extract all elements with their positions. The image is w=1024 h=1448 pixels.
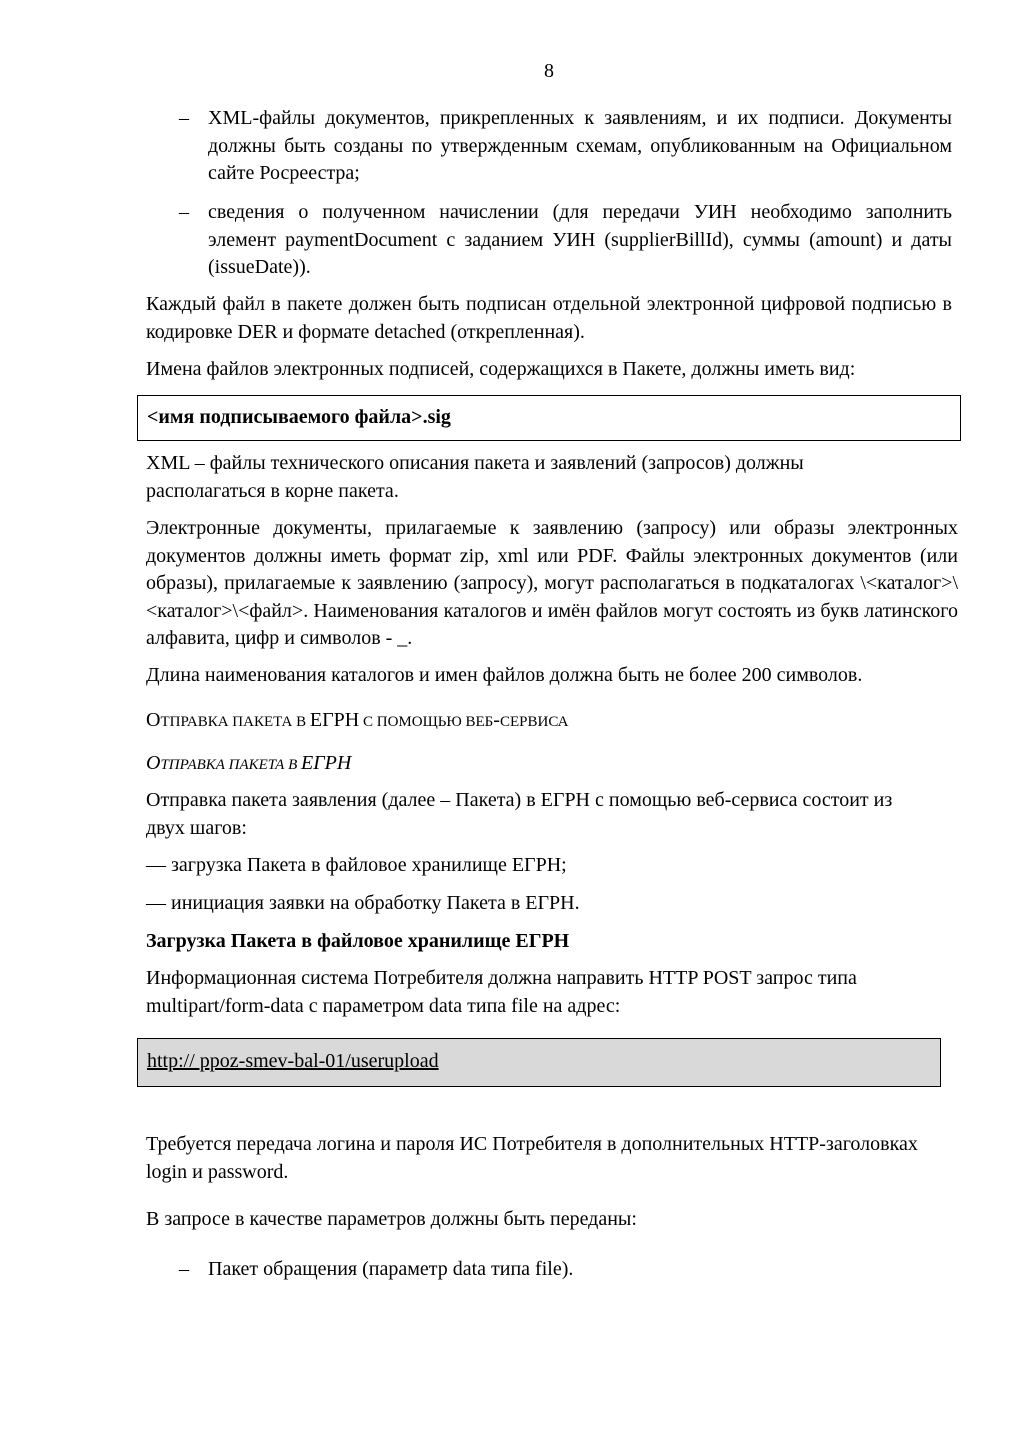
list-item: сведения о полученном начислении (для передачи УИН необходимо заполнить элемент paymentDocument с заданием УИН (supplierBillId), суммы (amount) и даты (issueDate)). (208, 201, 952, 278)
list-marker: – (179, 107, 189, 129)
url-box (137, 1038, 941, 1087)
heading-web-service-part: СЕРВИСА (499, 714, 569, 730)
heading-upload: Загрузка Пакета в файловое хранилище ЕГРН (146, 930, 570, 952)
heading-italic-part: ТПРАВКА ПАКЕТА В (160, 757, 302, 773)
paragraph-signature: Каждый файл в пакете должен быть подписан отдельной электронной цифровой подписью в кодировке DER и формате detached (открепленная). (146, 293, 952, 343)
paragraph-post: Информационная система Потребителя должна направить HTTP POST запрос типа multipart/form-data с параметром data типа file на адрес: (146, 967, 857, 1017)
heading-italic-part: ЕГРН (301, 752, 352, 774)
heading-web-service-part: ЕГРН (309, 709, 360, 731)
list-marker: – (179, 1258, 189, 1280)
paragraph-xml-root: XML – файлы технического описания пакета и заявлений (запросов) должны располагаться в корне пакета. (146, 452, 804, 502)
step-item-1: — загрузка Пакета в файловое хранилище ЕГРН; (146, 854, 567, 876)
heading-web-service-part: О (146, 709, 161, 731)
heading-web-service-part: С ПОМОЩЬЮ ВЕБ (359, 714, 494, 730)
heading-italic (146, 750, 952, 780)
upload-url-link[interactable]: http:// ppoz-smev-bal-01/userupload (147, 1050, 439, 1072)
signature-format-box (137, 395, 961, 441)
paragraph-length: Длина наименования каталогов и имен файлов должна быть не более 200 символов. (146, 664, 863, 686)
list-marker: – (179, 201, 189, 223)
paragraph-login: Требуется передача логина и пароля ИС Потребителя в дополнительных HTTP-заголовках login и password. (146, 1133, 918, 1183)
page-number: 8 (544, 60, 554, 82)
list-item: XML-файлы документов, прикрепленных к заявлениям, и их подписи. Документы должны быть созданы по утвержденным схемам, опубликованным на Официальном сайте Росреестра; (208, 107, 952, 184)
heading-web-service (146, 707, 952, 737)
paragraph-params: В запросе в качестве параметров должны быть переданы: (146, 1208, 637, 1230)
step-item-2: — инициация заявки на обработку Пакета в ЕГРН. (146, 892, 580, 914)
paragraph-signature-names: Имена файлов электронных подписей, содержащихся в Пакете, должны иметь вид: (146, 358, 856, 380)
heading-web-service-part: - (493, 709, 500, 731)
heading-italic-part: О (146, 752, 161, 774)
heading-web-service-part: ТПРАВКА ПАКЕТА В (160, 714, 310, 730)
signature-format-text: <имя подписываемого файла>.sig (147, 406, 451, 428)
list-item: Пакет обращения (параметр data типа file). (208, 1258, 574, 1280)
paragraph-formats: Электронные документы, прилагаемые к заявлению (запросу) или образы электронных документов должны иметь формат zip, xml или PDF. Файлы электронных документов (или образы), прилагаемые к заявлению (запросу), могут располагаться в подкаталогах \<каталог>\<каталог>\<файл>. Наименования каталогов и имён файлов могут состоять из букв латинского алфавита, цифр и символов - _. (146, 517, 958, 649)
paragraph-two-steps: Отправка пакета заявления (далее – Пакета) в ЕГРН с помощью веб-сервиса состоит из двух шагов: (146, 789, 893, 839)
